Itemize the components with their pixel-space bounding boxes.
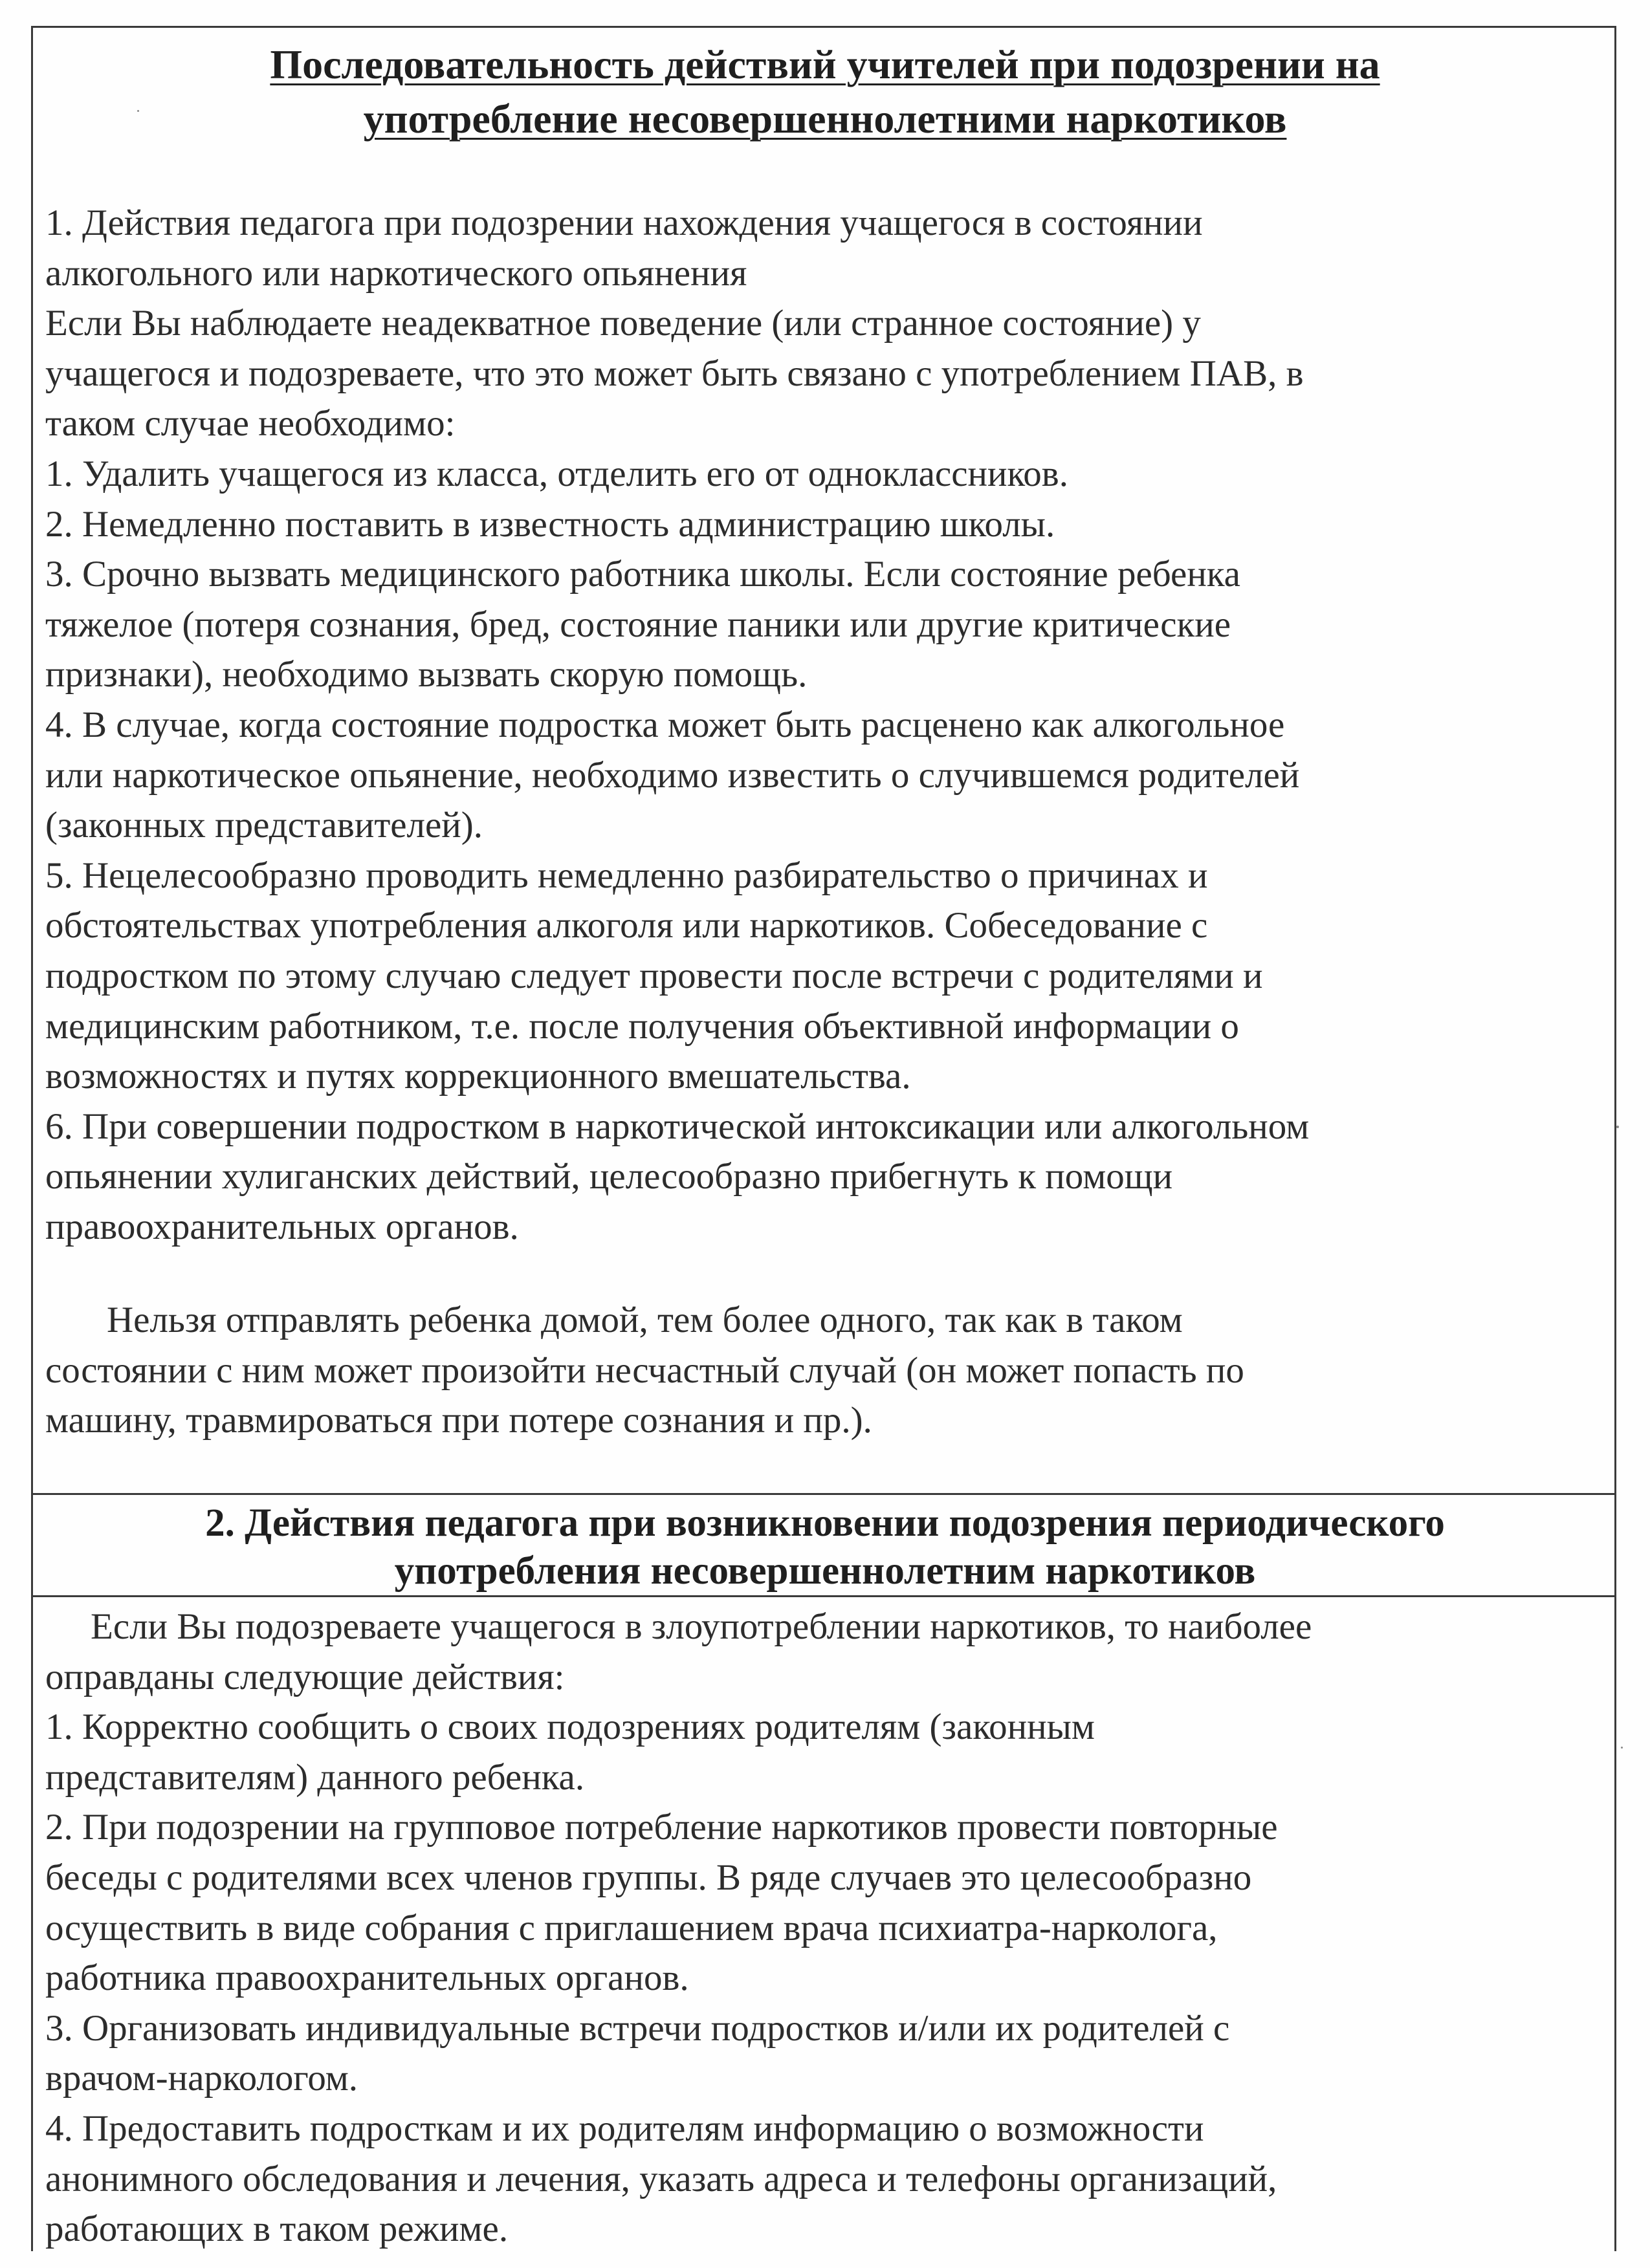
warning-paragraph xyxy=(45,1295,1605,1446)
section-1-line: или наркотическое опьянение, необходимо известить о случившемся родителей xyxy=(45,754,1300,796)
section-1-line: 5. Нецелесообразно проводить немедленно разбирательство о причинах и xyxy=(45,855,1208,896)
section-1-line: правоохранительных органов. xyxy=(45,1206,519,1247)
section-2-line: Если Вы подозреваете учащегося в злоупотреблении наркотиков, то наиболее xyxy=(91,1606,1312,1647)
section-2-line: беседы с родителями всех членов группы. В ряде случаев это целесообразно xyxy=(45,1857,1252,1898)
warning-line: состоянии с ним может произойти несчастный случай (он может попасть по xyxy=(45,1349,1244,1391)
section-2-body xyxy=(45,1602,1605,2254)
section-1-line: 1. Действия педагога при подозрении нахождения учащегося в состоянии xyxy=(45,202,1203,243)
section-1-line: тяжелое (потеря сознания, бред, состояние паники или другие критические xyxy=(45,604,1231,645)
section-2-heading xyxy=(39,1499,1611,1595)
warning-line: Нельзя отправлять ребенка домой, тем более одного, так как в таком xyxy=(107,1300,1183,1340)
section-1-line: 1. Удалить учащегося из класса, отделить его от одноклассников. xyxy=(45,453,1068,494)
section-1-line: 2. Немедленно поставить в известность администрацию школы. xyxy=(45,503,1055,545)
section-1-line: алкогольного или наркотического опьянения xyxy=(45,252,747,294)
scan-speck xyxy=(137,110,139,112)
section-1-line: возможностях и путях коррекционного вмешательства. xyxy=(45,1056,911,1097)
title-line-1: Последовательность действий учителей при подозрении на xyxy=(270,41,1380,87)
section-2-line: 4. Предоставить подросткам и их родителям информацию о возможности xyxy=(45,2108,1204,2149)
section-1-line: обстоятельствах употребления алкоголя или наркотиков. Собеседование с xyxy=(45,905,1208,946)
section-1-line: 3. Срочно вызвать медицинского работника школы. Если состояние ребенка xyxy=(45,554,1240,595)
section-1-line: таком случае необходимо: xyxy=(45,403,456,444)
section-1-line: 6. При совершении подростком в наркотической интоксикации или алкогольном xyxy=(45,1106,1310,1147)
section-2-line: анонимного обследования и лечения, указать адреса и телефоны организаций, xyxy=(45,2158,1277,2199)
section-1-body xyxy=(45,198,1605,1252)
section-1-line: учащегося и подозреваете, что это может быть связано с употреблением ПАВ, в xyxy=(45,353,1304,394)
section-2-line: работающих в таком режиме. xyxy=(45,2208,509,2250)
scan-speck xyxy=(1616,1126,1619,1128)
section-2-line: 1. Корректно сообщить о своих подозрениях родителям (законным xyxy=(45,1706,1095,1748)
section-2-heading-line-1: 2. Действия педагога при возникновении подозрения периодического xyxy=(205,1501,1445,1545)
section-1-line: опьянении хулиганских действий, целесообразно прибегнуть к помощи xyxy=(45,1156,1173,1197)
section-2-line: 2. При подозрении на групповое потребление наркотиков провести повторные xyxy=(45,1807,1278,1848)
page-title xyxy=(39,38,1611,146)
section-1-line: медицинским работником, т.е. после получения объективной информации о xyxy=(45,1005,1239,1047)
section-2-line: осуществить в виде собрания с приглашением врача психиатра-нарколога, xyxy=(45,1907,1218,1948)
scan-speck xyxy=(1621,1747,1623,1749)
section-divider-bottom xyxy=(31,1595,1616,1597)
section-1-line: 4. В случае, когда состояние подростка может быть расценено как алкогольное xyxy=(45,704,1285,745)
section-1-line: (законных представителей). xyxy=(45,805,483,846)
warning-line: машину, травмироваться при потере сознания и пр.). xyxy=(45,1400,872,1441)
section-1-line: подростком по этому случаю следует провести после встречи с родителями и xyxy=(45,955,1263,996)
section-2-line: оправданы следующие действия: xyxy=(45,1656,565,1697)
section-2-line: представителям) данного ребенка. xyxy=(45,1756,585,1798)
section-2-line: врачом-наркологом. xyxy=(45,2058,358,2099)
section-2-heading-line-2: употребления несовершеннолетним наркотиков xyxy=(394,1549,1256,1593)
section-2-line: 3. Организовать индивидуальные встречи подростков и/или их родителей с xyxy=(45,2007,1230,2049)
title-line-2: употребление несовершеннолетними наркотиков xyxy=(363,96,1287,142)
section-1-line: Если Вы наблюдаете неадекватное поведение (или странное состояние) у xyxy=(45,303,1201,344)
section-divider-top xyxy=(31,1493,1616,1495)
section-2-line: работника правоохранительных органов. xyxy=(45,1957,689,1999)
section-1-line: признаки), необходимо вызвать скорую помощь. xyxy=(45,654,808,695)
